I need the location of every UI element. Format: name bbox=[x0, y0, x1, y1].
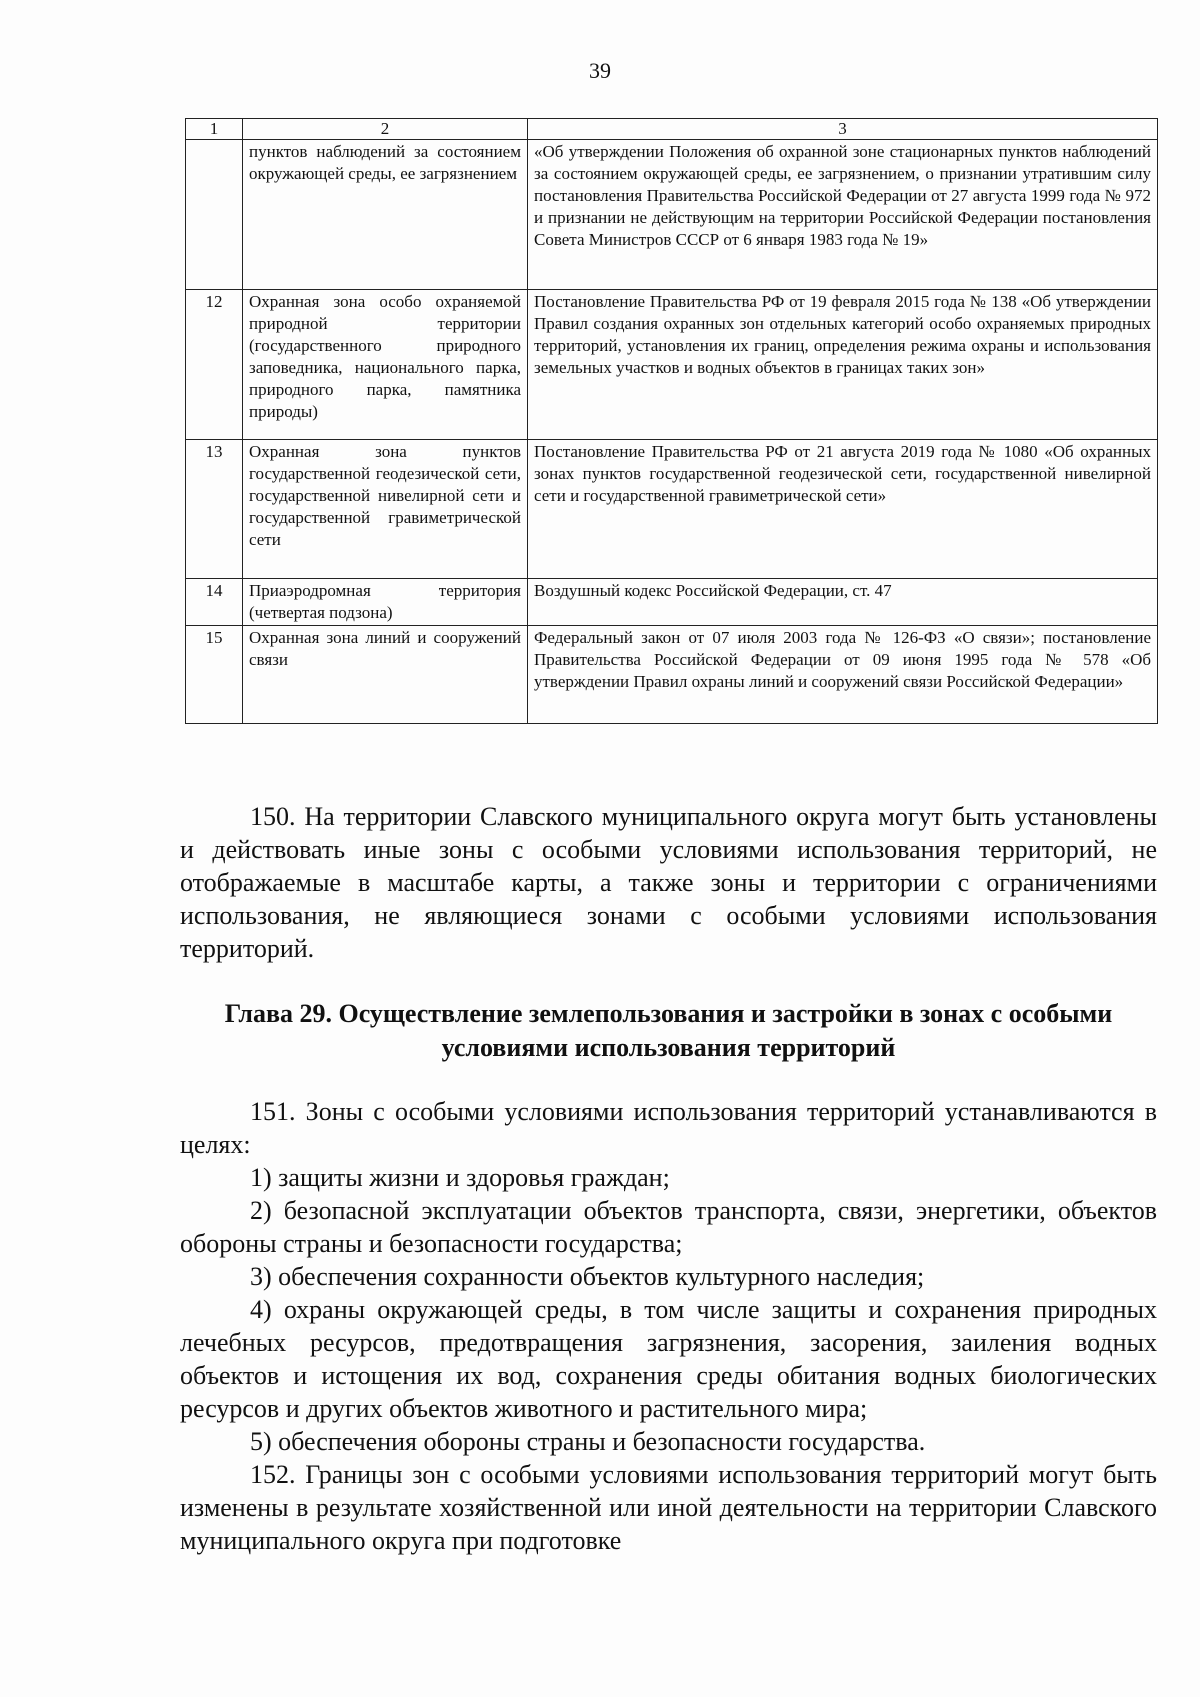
paragraph-150: 150. На территории Славского муниципального округа могут быть установлены и действовать иные зоны с особыми условиями использования территорий, не отображаемые в масштабе карты, а также зоны и территории с ограничениями использования, не являющиеся зонами с особыми условиями использования территорий. bbox=[180, 802, 1157, 963]
table-row bbox=[186, 440, 1158, 579]
list-item: 5) обеспечения обороны страны и безопасности государства. bbox=[250, 1427, 926, 1456]
section-151-152 bbox=[180, 1095, 1157, 1557]
row-number bbox=[186, 140, 243, 290]
list-item: 2) безопасной эксплуатации объектов транспорта, связи, энергетики, объектов обороны страны и безопасности государства; bbox=[180, 1196, 1157, 1258]
list-item: 1) защиты жизни и здоровья граждан; bbox=[250, 1163, 670, 1192]
table-row bbox=[186, 626, 1158, 724]
legal-document: Федеральный закон от 07 июля 2003 года № 126-ФЗ «О связи»; постановление Правительства Российской Федерации от 09 июня 1995 года № 578 «Об утверждении Правил охраны линий и сооружений связи Российской Федерации» bbox=[528, 626, 1158, 724]
header-col-3: 3 bbox=[528, 119, 1158, 140]
paragraph-150-block bbox=[180, 800, 1157, 965]
row-number: 12 bbox=[186, 290, 243, 440]
table-header-row bbox=[186, 119, 1158, 140]
paragraph-151: 151. Зоны с особыми условиями использования территорий устанавливаются в целях: bbox=[180, 1097, 1157, 1159]
page-number: 39 bbox=[589, 58, 611, 83]
paragraph-152: 152. Границы зон с особыми условиями использования территорий могут быть изменены в результате хозяйственной или иной деятельности на территории Славского муниципального округа при подготовке bbox=[180, 1460, 1157, 1555]
legal-document: Постановление Правительства РФ от 19 февраля 2015 года № 138 «Об утверждении Правил создания охранных зон отдельных категорий особо охраняемых природных территорий, установления их границ, определения режима охраны и использования земельных участков и водных объектов в границах таких зон» bbox=[528, 290, 1158, 440]
zone-name: Охранная зона особо охраняемой природной территории (государственного природного заповедника, национального парка, природного парка, памятника природы) bbox=[243, 290, 528, 440]
header-col-1: 1 bbox=[186, 119, 243, 140]
chapter-title bbox=[180, 997, 1157, 1065]
legal-document: Постановление Правительства РФ от 21 августа 2019 года № 1080 «Об охранных зонах пунктов государственной геодезической сети, государственной нивелирной сети и государственной гравиметрической сети» bbox=[528, 440, 1158, 579]
row-number: 14 bbox=[186, 579, 243, 626]
legal-document: «Об утверждении Положения об охранной зоне стационарных пунктов наблюдений за состоянием окружающей среды, ее загрязнением, о признании утратившим силу постановления Правительства Российской Федерации от 27 августа 1999 года № 972 и признании не действующим на территории Российской Федерации постановления Совета Министров СССР от 6 января 1983 года № 19» bbox=[528, 140, 1158, 290]
row-number: 13 bbox=[186, 440, 243, 579]
zone-name: пунктов наблюдений за состоянием окружающей среды, ее загрязнением bbox=[243, 140, 528, 290]
row-number: 15 bbox=[186, 626, 243, 724]
table-row bbox=[186, 290, 1158, 440]
list-item: 4) охраны окружающей среды, в том числе защиты и сохранения природных лечебных ресурсов, предотвращения загрязнения, засорения, заиления водных объектов и истощения их вод, сохранения среды обитания водных биологических ресурсов и других объектов животного и растительного мира; bbox=[180, 1295, 1157, 1423]
chapter-title-line1: Глава 29. Осуществление землепользования и застройки в зонах с особыми bbox=[224, 999, 1113, 1028]
zone-name: Приаэродромная территория (четвертая подзона) bbox=[243, 579, 528, 626]
zones-table bbox=[185, 118, 1158, 724]
table-row bbox=[186, 140, 1158, 290]
legal-document: Воздушный кодекс Российской Федерации, ст. 47 bbox=[528, 579, 1158, 626]
zone-name: Охранная зона линий и сооружений связи bbox=[243, 626, 528, 724]
chapter-title-line2: условиями использования территорий bbox=[441, 1033, 896, 1062]
header-col-2: 2 bbox=[243, 119, 528, 140]
zone-name: Охранная зона пунктов государственной геодезической сети, государственной нивелирной сети и государственной гравиметрической сети bbox=[243, 440, 528, 579]
list-item: 3) обеспечения сохранности объектов культурного наследия; bbox=[250, 1262, 925, 1291]
table-row bbox=[186, 579, 1158, 626]
